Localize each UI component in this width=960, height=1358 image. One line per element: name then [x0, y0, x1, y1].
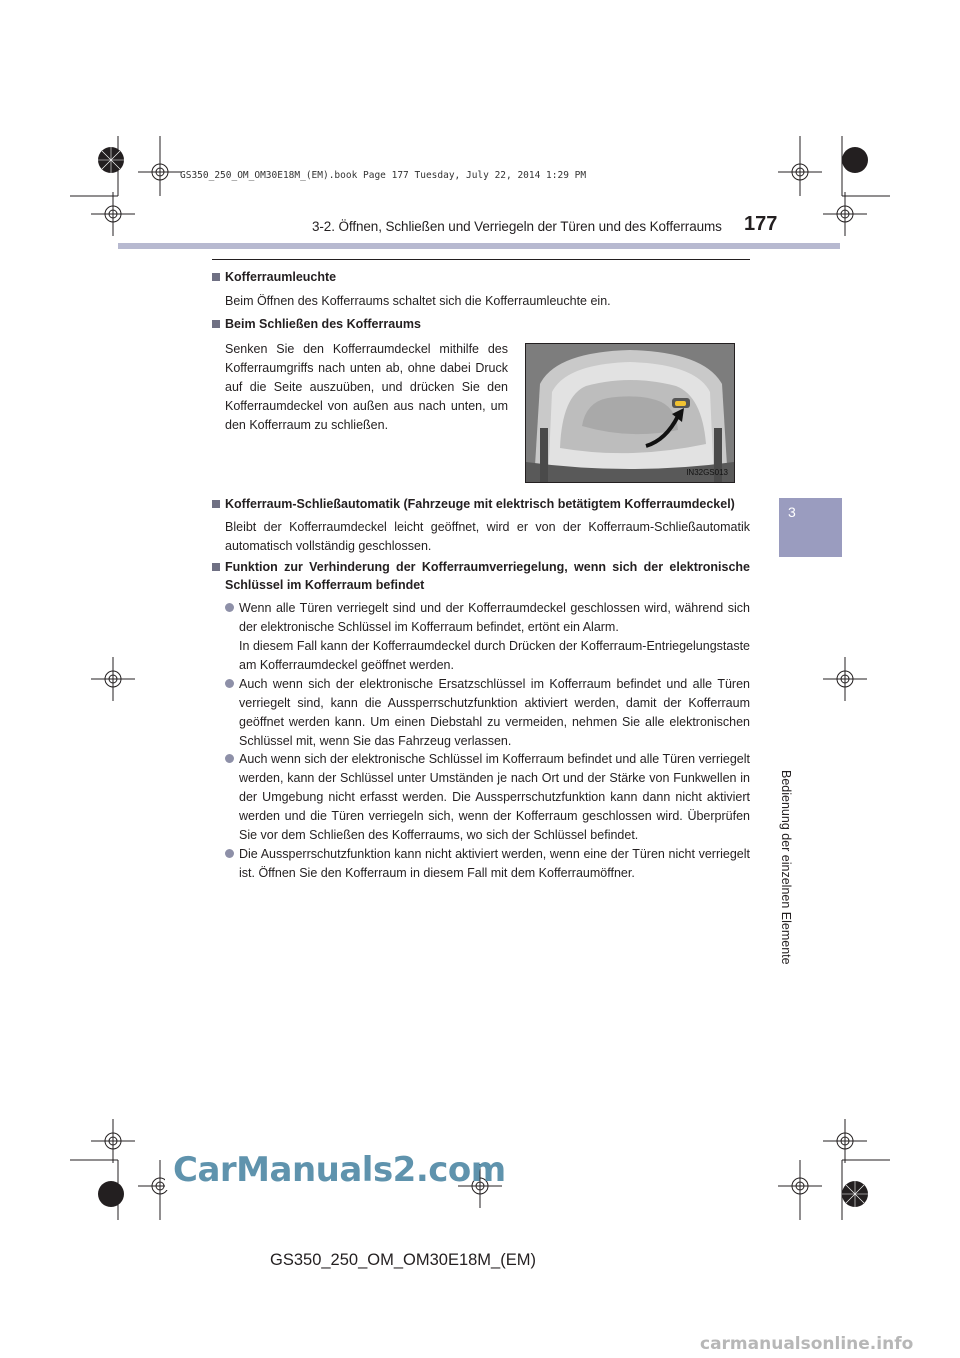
section-text: Senken Sie den Kofferraumdeckel mithilfe des Kofferraumgriffs nach unten ab, ohne dabei Druck auf die Seite auszuüben, und drücken Sie den Kofferraumdeckel von außen aus nach unten, um den Kofferraum zu schließen. — [225, 342, 508, 432]
square-bullet-icon — [212, 320, 220, 328]
list-item: Die Aussperrschutzfunktion kann nicht aktiviert werden, wenn eine der Türen nicht verriegelt ist. Öffnen Sie den Kofferraum in diesem Fall mit dem Kofferraumöffner. — [225, 845, 750, 883]
chapter-tab — [779, 498, 842, 557]
section-heading: Funktion zur Verhinderung der Kofferraumverriegelung, wenn sich der elektronische — [212, 560, 750, 574]
chapter-label: Bedienung der einzelnen Elemente — [779, 770, 793, 965]
list-item-continuation: In diesem Fall kann der Kofferraumdeckel durch Drücken der Kofferraum-Entriegelungstaste am Kofferraumdeckel geöffnet werden. — [239, 639, 750, 672]
trunk-illustration-icon — [526, 344, 734, 482]
list-item: Auch wenn sich der elektronische Schlüssel im Kofferraum befindet und alle Türen verriegelt werden, kann der Schlüssel unter Umständen je nach Ort und der Stärke von Funkwellen in der Umgebung nicht erfasst werden. Die Aussperrschutzfunktion kann dann nicht aktiviert werden und die Türen verriegeln sich, wenn der Kofferraum geschlossen wird. Überprüfen Sie vor dem Schließen des Kofferraums, wo sich der Schlüssel befindet. — [225, 750, 750, 845]
header-rule — [212, 259, 750, 260]
figure-code: IN32GS013 — [686, 468, 728, 477]
bullet-dot-icon — [225, 849, 234, 858]
bullet-dot-icon — [225, 679, 234, 688]
header-bar — [118, 243, 840, 249]
square-bullet-icon — [212, 500, 220, 508]
section-heading: Kofferraumleuchte — [212, 270, 336, 284]
footer-manual-code: GS350_250_OM_OM30E18M_(EM) — [270, 1251, 536, 1269]
list-item: Auch wenn sich der elektronische Ersatzschlüssel im Kofferraum befindet und alle Türen verriegelt sind, kann die Aussperrschutzfunktion aktiviert werden, damit der Kofferraum geöffnet werden kann. Um einen Diebstahl zu vermeiden, nehmen Sie alle elektronischen Schlüssel mit, wenn Sie das Fahrzeug verlassen. — [225, 675, 750, 751]
section-text: Beim Öffnen des Kofferraums schaltet sich die Kofferraumleuchte ein. — [225, 294, 611, 308]
section-heading-continued: Schlüssel im Kofferraum befindet — [225, 578, 425, 592]
list-item: Wenn alle Türen verriegelt sind und der Kofferraumdeckel geschlossen wird, während sich der elektronische Schlüssel im Kofferraum befindet, ertönt ein Alarm. — [225, 599, 750, 637]
bullet-dot-icon — [225, 754, 234, 763]
section-heading: Beim Schließen des Kofferraums — [212, 317, 421, 331]
square-bullet-icon — [212, 273, 220, 281]
watermark-carmanualsonline: carmanualsonline.info — [700, 1334, 914, 1354]
page-number: 177 — [744, 213, 778, 235]
trunk-lid-illustration — [525, 343, 735, 483]
page-header-title: 3-2. Öffnen, Schließen und Verriegeln der Türen und des Kofferraums — [312, 219, 722, 234]
section-text: Bleibt der Kofferraumdeckel leicht geöffnet, wird er von der Kofferraum-Schließautomatik automatisch vollständig geschlossen. — [225, 520, 750, 553]
section-heading: Kofferraum-Schließautomatik (Fahrzeuge mit elektrisch betätigtem Kofferraumdeckel) — [212, 497, 735, 511]
chapter-number: 3 — [788, 504, 796, 520]
print-stamp: GS350_250_OM_OM30E18M_(EM).book Page 177 Tuesday, July 22, 2014 1:29 PM — [180, 170, 587, 181]
square-bullet-icon — [212, 563, 220, 571]
bullet-dot-icon — [225, 603, 234, 612]
watermark-carmanuals2: CarManuals2.com — [165, 1150, 435, 1190]
